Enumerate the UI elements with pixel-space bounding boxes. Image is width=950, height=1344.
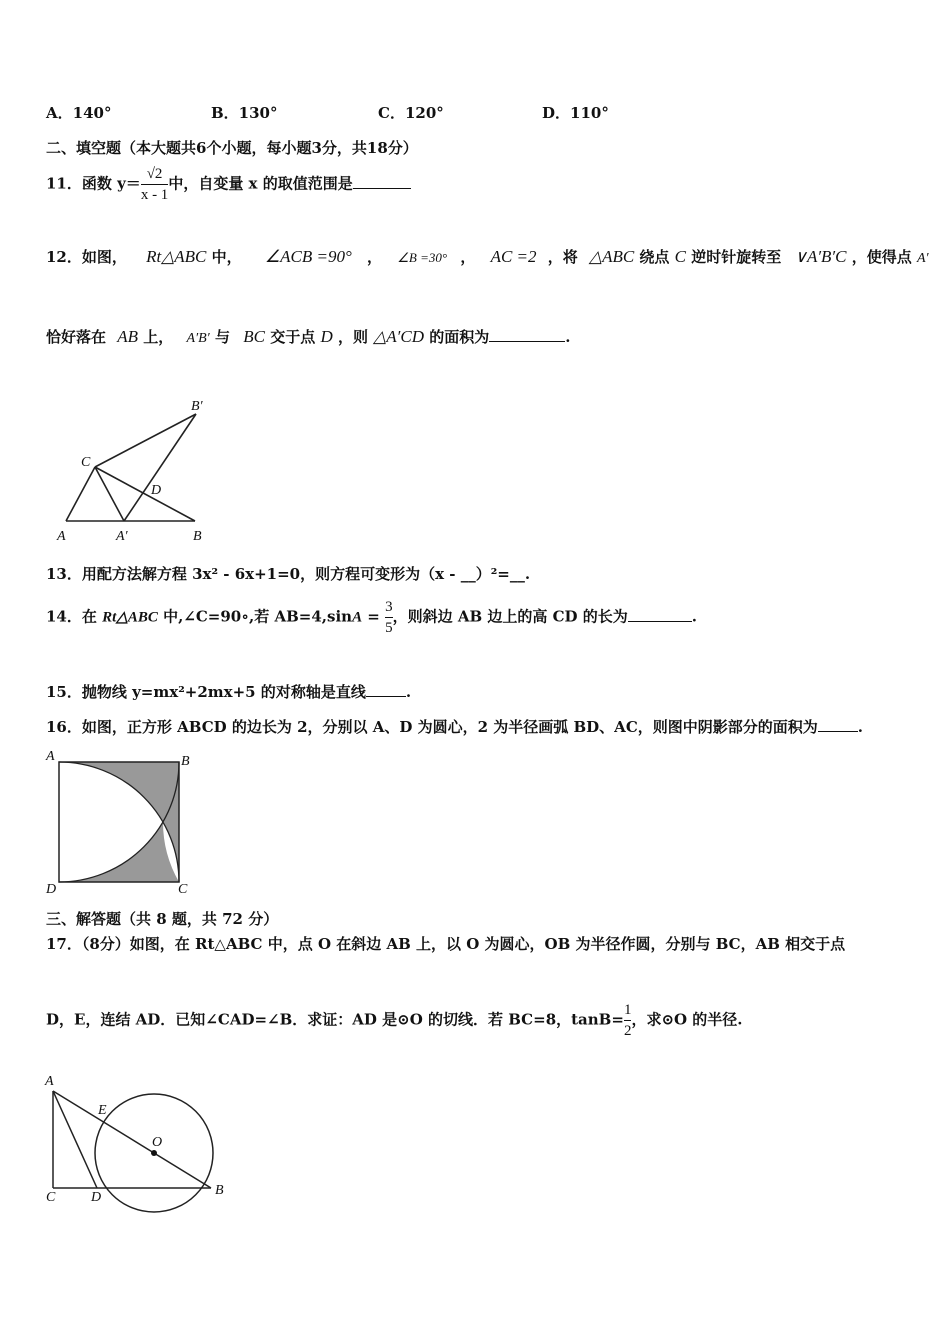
- label-a-prime: A′: [116, 529, 128, 544]
- label-c: C: [81, 455, 91, 470]
- label-b-prime: B′: [191, 399, 203, 414]
- segment-a-prime-b-prime: [124, 414, 196, 521]
- q12-text: 上，: [143, 328, 174, 346]
- label-o: O: [152, 1135, 163, 1150]
- q12-text: ，: [367, 248, 383, 266]
- q14-answer-blank: [628, 621, 692, 622]
- q12-math: A′: [916, 251, 929, 266]
- segment-ac: [66, 467, 95, 521]
- q17-numerator: 1: [623, 1002, 632, 1018]
- question-17-line1: 17．（8分）如图，在 Rt△ABC 中，点 O 在斜边 AB 上，以 O 为圆心，OB 为半径作圆，分别与 BC，AB 相交于点: [46, 935, 846, 953]
- q17-text: ，求⊙O 的半径.: [631, 1010, 743, 1029]
- q12-text: 与: [214, 328, 230, 346]
- q12-math: A′B′: [186, 331, 210, 346]
- q12-text: 12．如图，: [46, 248, 127, 266]
- q12-text: ，使得点: [851, 248, 912, 266]
- question-16: [46, 716, 863, 737]
- q14-math: Rt△ABC: [102, 609, 158, 626]
- q12-math: BC: [243, 327, 265, 346]
- label-b: B: [181, 754, 190, 769]
- q12-math: AC =2: [490, 247, 537, 266]
- option-d: D．110°: [542, 104, 609, 122]
- q12-text: ，将: [547, 248, 578, 266]
- q14-text: =: [362, 607, 386, 626]
- q12-math: △A′CD: [373, 327, 425, 346]
- label-d: D: [151, 483, 162, 498]
- q12-text: 逆时针旋转至: [691, 248, 782, 266]
- q12-text: ，则: [337, 328, 368, 346]
- label-b: B: [215, 1183, 224, 1198]
- figure-triangle-circle: [40, 1070, 240, 1230]
- option-b: B．130°: [211, 104, 278, 122]
- segment-cb-prime: [95, 414, 196, 467]
- q12-math: C: [674, 247, 687, 266]
- q15-text: 15．抛物线 y=mx²+2mx+5 的对称轴是直线: [46, 683, 366, 701]
- q17-denominator: 2: [624, 1020, 632, 1041]
- q12-text: 中，: [211, 248, 242, 266]
- q14-text: ，则斜边 AB 边上的高 CD 的长为: [392, 607, 628, 626]
- label-a: A: [57, 529, 66, 544]
- center-point-o: [151, 1150, 157, 1156]
- q14-math: A: [352, 609, 363, 626]
- q16-answer-blank: [818, 731, 858, 732]
- question-12-line2: [46, 326, 571, 347]
- q12-text: .: [565, 328, 571, 346]
- q12-text: 的面积为: [429, 328, 490, 346]
- section-2-title: 二、填空题（本大题共6个小题，每小题3分，共18分）: [46, 139, 418, 157]
- question-11: [46, 164, 411, 205]
- option-c: C．120°: [378, 104, 444, 122]
- label-c: C: [46, 1190, 56, 1205]
- q15-answer-blank: [366, 696, 406, 697]
- q16-text: .: [857, 718, 863, 736]
- question-13: 13．用配方法解方程 3x² - 6x+1=0，则方程可变形为（x - __）²=__.: [46, 565, 531, 583]
- label-a: A: [46, 749, 55, 764]
- q11-prefix: 11．函数 y＝: [46, 174, 141, 193]
- label-e: E: [98, 1103, 107, 1118]
- label-c: C: [178, 882, 188, 895]
- q14-denominator: 5: [385, 617, 393, 638]
- q12-text: 恰好落在: [46, 328, 107, 346]
- q11-suffix: 中，自变量 x 的取值范围是: [168, 174, 353, 193]
- q11-numerator: √2: [146, 166, 163, 182]
- question-14: [46, 597, 697, 638]
- q12-text: ，: [460, 248, 476, 266]
- q14-text: 14．在: [46, 607, 103, 626]
- q12-answer-blank: [489, 341, 565, 342]
- shaded-region-bottom: [59, 822, 179, 882]
- q12-text: 交于点: [270, 328, 316, 346]
- q11-fraction: [141, 164, 169, 205]
- question-17-line2: [46, 1000, 743, 1041]
- option-a: A．140°: [46, 104, 112, 122]
- q11-denominator: x - 1: [141, 184, 169, 205]
- q15-text: .: [405, 683, 412, 701]
- q12-math: D: [320, 327, 333, 346]
- label-a: A: [45, 1074, 54, 1089]
- q12-math: Rt△ABC: [146, 247, 207, 266]
- q12-math: ∠B =30°: [397, 250, 448, 265]
- label-b: B: [193, 529, 202, 544]
- q14-numerator: 3: [385, 599, 393, 615]
- q12-math: △ABC: [589, 247, 635, 266]
- figure-rotated-triangle: [50, 390, 230, 550]
- q17-text: D，E，连结 AD．已知∠CAD=∠B．求证：AD 是⊙O 的切线．若 BC=8，tanB=: [46, 1010, 624, 1029]
- q14-text: .: [691, 607, 697, 626]
- question-15: [46, 681, 411, 702]
- segment-ab: [53, 1091, 211, 1188]
- q12-math: AB: [117, 327, 139, 346]
- label-d: D: [46, 882, 57, 895]
- q12-text: 绕点: [639, 248, 670, 266]
- q12-math: ∠ACB =90°: [264, 247, 352, 266]
- figure-square-arcs: [40, 745, 200, 895]
- q14-fraction: [385, 597, 393, 638]
- q16-text: 16．如图，正方形 ABCD 的边长为 2，分别以 A、D 为圆心，2 为半径画弧 BD、AC，则图中阴影部分的面积为: [46, 718, 818, 736]
- question-12-line1: [46, 246, 929, 267]
- segment-ad: [53, 1091, 97, 1188]
- q12-math: ∨A′B′C: [794, 247, 847, 266]
- q14-text: 中,∠C=90∘,若 AB=4,sin: [157, 607, 353, 626]
- label-d: D: [91, 1190, 102, 1205]
- section-3-title: 三、解答题（共 8 题，共 72 分）: [46, 910, 279, 928]
- q11-answer-blank: [353, 188, 411, 189]
